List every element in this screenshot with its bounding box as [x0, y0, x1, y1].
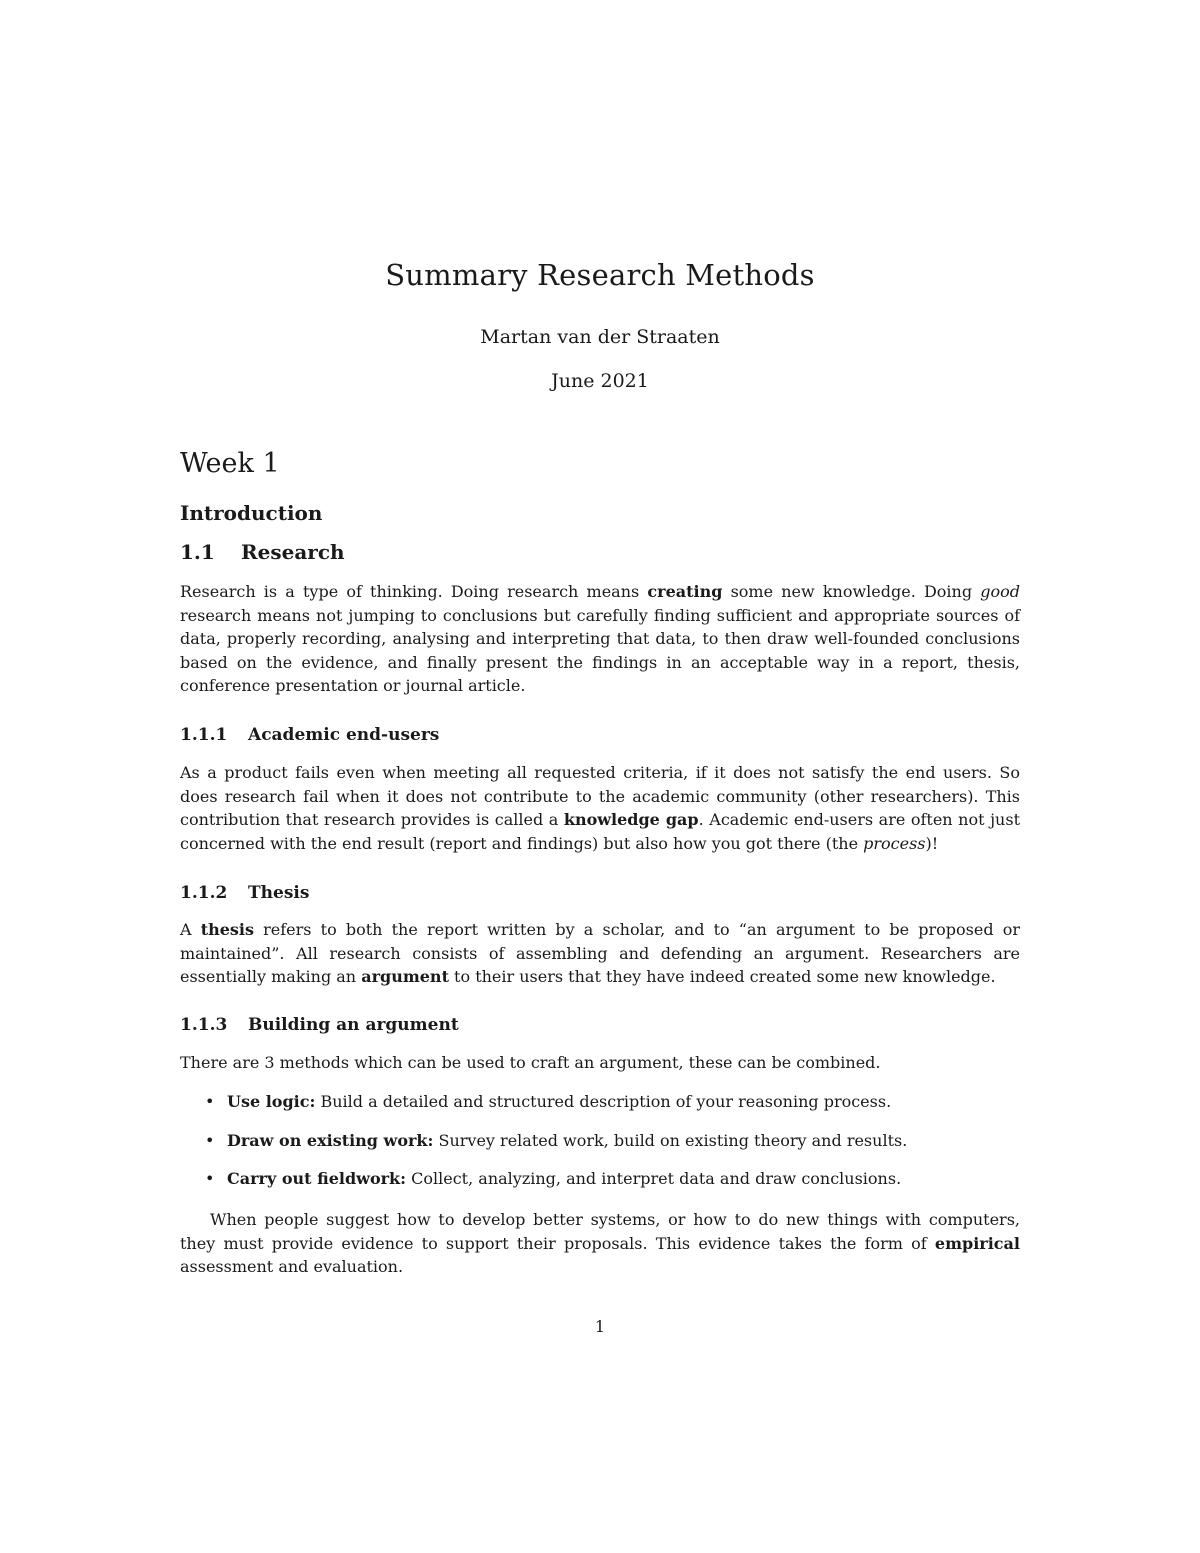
paragraph-thesis: [180, 918, 1020, 989]
text-run: When people suggest how to develop better systems, or how to do new things with computers, they must provide evidence to support their proposals. This evidence takes the form of: [180, 1210, 1020, 1253]
subsection-heading-academic-end-users: [180, 725, 439, 745]
text-run: some new knowledge. Doing: [722, 582, 981, 601]
bullet-label: Use logic:: [227, 1092, 316, 1111]
bullet-icon: •: [205, 1130, 215, 1150]
text-run: refers to both the report written by a scholar, and to “an argument to be proposed or maintained”. All research consists of assembling and defending an argument. Researchers are essentially making an: [180, 920, 1021, 987]
document-title: Summary Research Methods: [385, 258, 815, 292]
bold-term: thesis: [200, 920, 254, 939]
subsection-heading-thesis: [180, 883, 309, 903]
document-author: Martan van der Straaten: [480, 326, 720, 348]
document-date: June 2021: [551, 370, 649, 392]
text-run: A: [180, 920, 201, 939]
paragraph-academic-end-users: [180, 761, 1020, 855]
text-run: research means not jumping to conclusions but carefully finding sufficient and appropriate sources of data, properly recording, analysing and interpreting that data, to then draw well-founded conclusions based on the evidence, and finally present the findings in an acceptable way in a report, thesis, conference presentation or journal article.: [180, 605, 1020, 696]
text-run: assessment and evaluation.: [180, 1257, 404, 1277]
italic-term: process: [863, 833, 926, 853]
paragraph-methods-intro: There are 3 methods which can be used to craft an argument, these can be combined.: [180, 1053, 881, 1072]
bullet-icon: •: [205, 1092, 215, 1111]
subsection-title: Academic end-users: [248, 725, 440, 745]
bullet-text: Survey related work, build on existing theory and results.: [433, 1130, 908, 1150]
list-item: [205, 1167, 1020, 1206]
text-run: to their users that they have indeed created some new knowledge.: [448, 967, 996, 987]
list-item: [205, 1129, 1020, 1168]
subsection-title: Building an argument: [248, 1015, 459, 1035]
subsection-number: 1.1.3: [180, 1015, 228, 1035]
bullet-icon: •: [205, 1169, 215, 1188]
bold-term: knowledge gap: [563, 810, 699, 830]
subsection-number: 1.1.2: [180, 883, 228, 903]
text-run: As a product fails even when meeting all requested criteria, if it does not satisfy the end users. So does research fail when it does not contribute to the academic community (other researchers). This contribution that research provides is called a: [180, 763, 1020, 830]
paragraph-research: [180, 580, 1020, 698]
list-item: [205, 1090, 1020, 1129]
week-heading: Week 1: [180, 448, 280, 479]
methods-list: [205, 1090, 1020, 1206]
text-run: )!: [925, 833, 939, 853]
subsection-title: Thesis: [248, 883, 310, 903]
bullet-text: Collect, analyzing, and interpret data and draw conclusions.: [406, 1169, 902, 1188]
page-number: 1: [594, 1317, 606, 1336]
text-run: . Academic end-users are often not just concerned with the end result (report and findings) but also how you got there (the: [180, 810, 1020, 853]
introduction-heading: Introduction: [180, 501, 323, 525]
bullet-label: Draw on existing work:: [227, 1130, 434, 1150]
paragraph-evidence: [180, 1208, 1020, 1279]
subsection-number: 1.1.1: [180, 725, 228, 745]
bold-term: creating: [647, 582, 723, 601]
bullet-label: Carry out fieldwork:: [227, 1169, 407, 1188]
bold-term: empirical: [934, 1233, 1020, 1253]
section-number: 1.1: [180, 540, 215, 564]
section-title: Research: [241, 540, 345, 564]
section-heading-research: [180, 540, 345, 564]
text-run: Research is a type of thinking. Doing research means: [180, 582, 648, 601]
bold-term: argument: [361, 967, 449, 987]
bullet-text: Build a detailed and structured description of your reasoning process.: [315, 1092, 892, 1111]
subsection-heading-building-an-argument: [180, 1015, 459, 1035]
italic-term: good: [980, 582, 1020, 601]
